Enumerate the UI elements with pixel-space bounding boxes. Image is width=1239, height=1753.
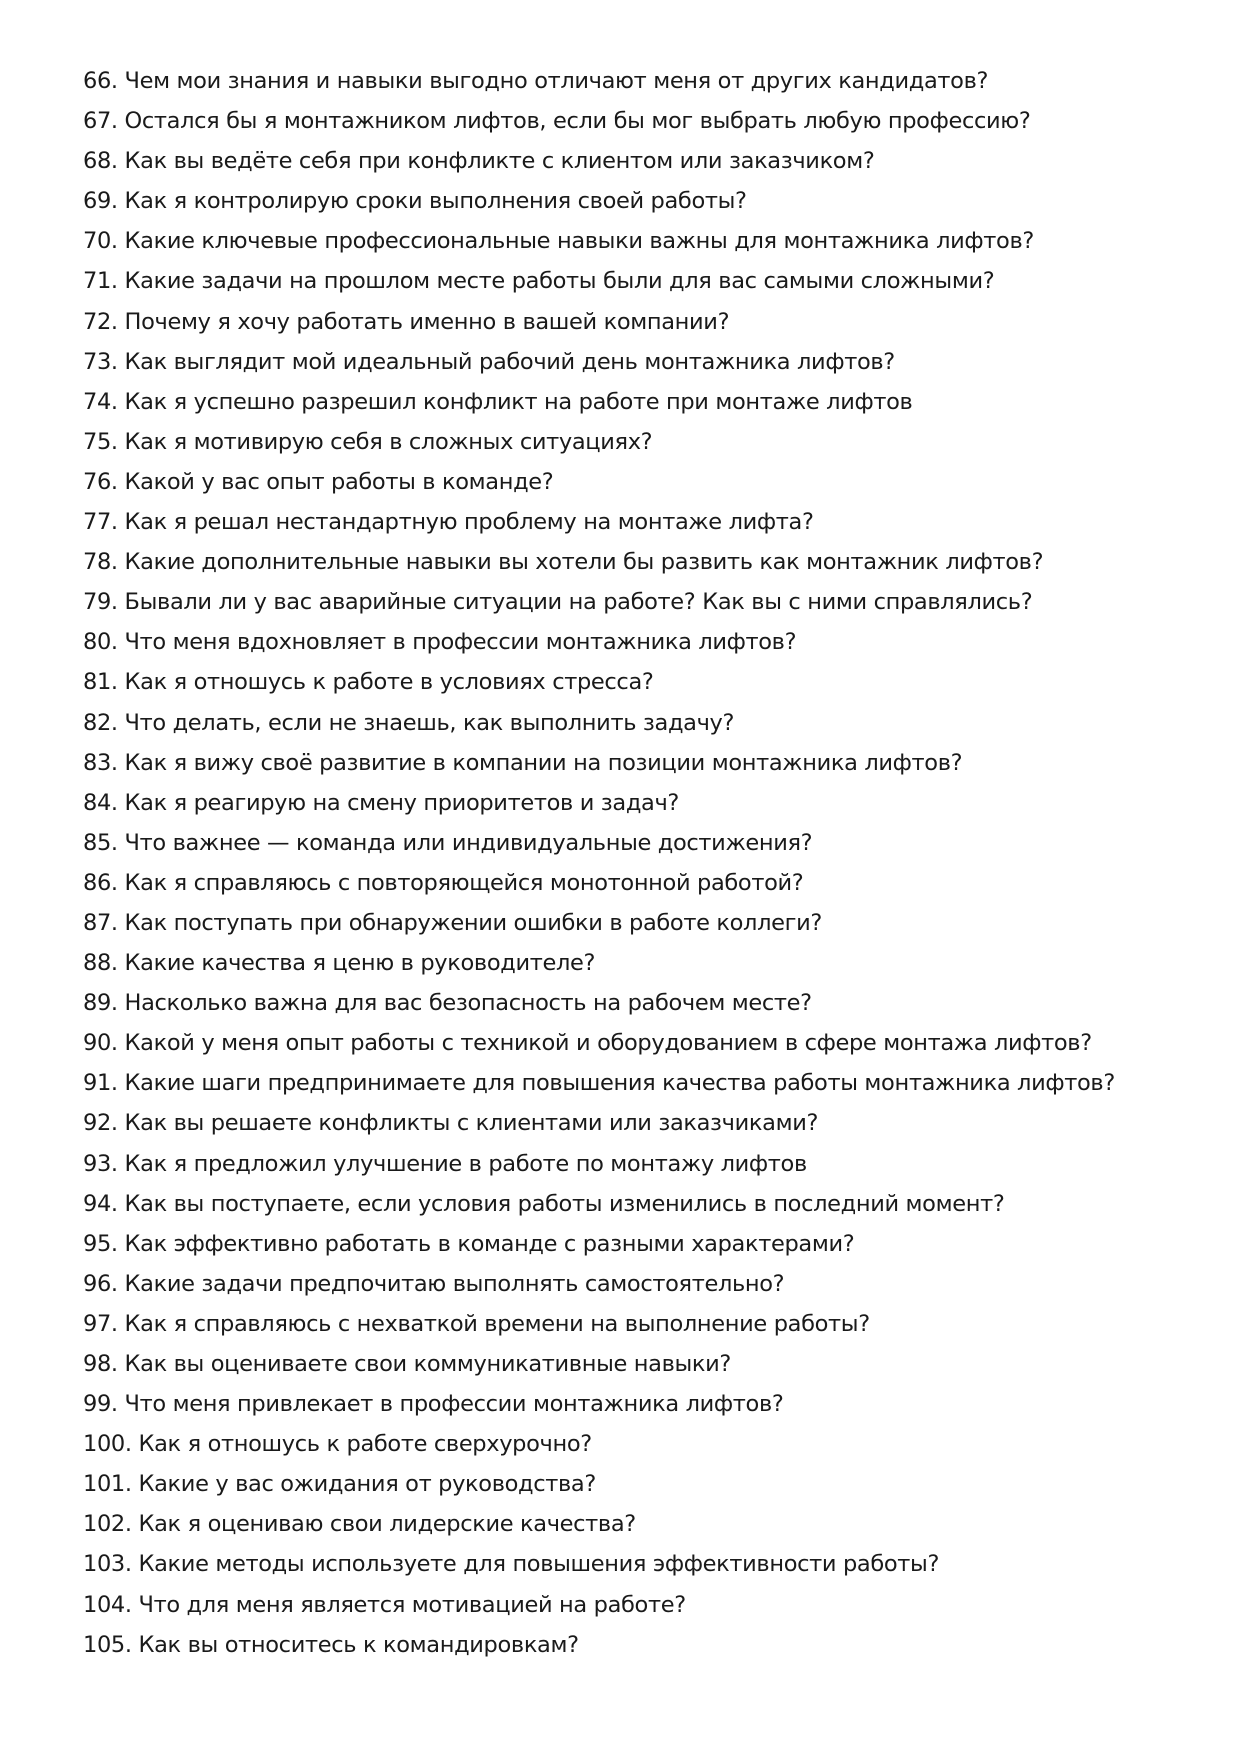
- question-item: 86. Как я справляюсь с повторяющейся монотонной работой?: [83, 869, 804, 896]
- question-item: 78. Какие дополнительные навыки вы хотели бы развить как монтажник лифтов?: [83, 549, 1044, 576]
- question-item: 83. Как я вижу своё развитие в компании на позиции монтажника лифтов?: [83, 749, 963, 776]
- question-item: 68. Как вы ведёте себя при конфликте с клиентом или заказчиком?: [83, 148, 875, 175]
- question-item: 85. Что важнее — команда или индивидуальные достижения?: [83, 829, 813, 856]
- question-item: 96. Какие задачи предпочитаю выполнять самостоятельно?: [83, 1270, 785, 1297]
- question-item: 84. Как я реагирую на смену приоритетов и задач?: [83, 789, 680, 816]
- question-item: 103. Какие методы используете для повышения эффективности работы?: [83, 1551, 940, 1578]
- question-item: 67. Остался бы я монтажником лифтов, если бы мог выбрать любую профессию?: [83, 108, 1031, 135]
- question-item: 82. Что делать, если не знаешь, как выполнить задачу?: [83, 709, 735, 736]
- question-item: 81. Как я отношусь к работе в условиях стресса?: [83, 669, 654, 696]
- question-item: 76. Какой у вас опыт работы в команде?: [83, 468, 554, 495]
- question-item: 94. Как вы поступаете, если условия работы изменились в последний момент?: [83, 1190, 1005, 1217]
- question-item: 97. Как я справляюсь с нехваткой времени на выполнение работы?: [83, 1310, 870, 1337]
- question-item: 74. Как я успешно разрешил конфликт на работе при монтаже лифтов: [83, 388, 913, 415]
- question-item: 92. Как вы решаете конфликты с клиентами или заказчиками?: [83, 1110, 819, 1137]
- question-list: [83, 61, 1203, 1665]
- question-item: 77. Как я решал нестандартную проблему на монтаже лифта?: [83, 509, 814, 536]
- question-item: 91. Какие шаги предпринимаете для повышения качества работы монтажника лифтов?: [83, 1070, 1115, 1097]
- question-item: 87. Как поступать при обнаружении ошибки в работе коллеги?: [83, 909, 822, 936]
- question-item: 104. Что для меня является мотивацией на работе?: [83, 1591, 686, 1618]
- question-item: 75. Как я мотивирую себя в сложных ситуациях?: [83, 428, 653, 455]
- question-item: 105. Как вы относитесь к командировкам?: [83, 1631, 579, 1658]
- question-item: 90. Какой у меня опыт работы с техникой и оборудованием в сфере монтажа лифтов?: [83, 1030, 1092, 1057]
- question-item: 70. Какие ключевые профессиональные навыки важны для монтажника лифтов?: [83, 228, 1034, 255]
- question-item: 69. Как я контролирую сроки выполнения своей работы?: [83, 188, 747, 215]
- question-item: 99. Что меня привлекает в профессии монтажника лифтов?: [83, 1391, 784, 1418]
- question-item: 98. Как вы оцениваете свои коммуникативные навыки?: [83, 1351, 732, 1377]
- question-item: 101. Какие у вас ожидания от руководства?: [83, 1471, 596, 1498]
- question-item: 93. Как я предложил улучшение в работе по монтажу лифтов: [83, 1150, 807, 1177]
- question-item: 80. Что меня вдохновляет в профессии монтажника лифтов?: [83, 629, 797, 656]
- question-item: 102. Как я оцениваю свои лидерские качества?: [83, 1511, 636, 1538]
- question-item: 72. Почему я хочу работать именно в вашей компании?: [83, 308, 730, 335]
- question-item: 79. Бывали ли у вас аварийные ситуации на работе? Как вы с ними справлялись?: [83, 589, 1033, 616]
- question-item: 88. Какие качества я ценю в руководителе?: [83, 950, 596, 977]
- question-item: 66. Чем мои знания и навыки выгодно отличают меня от других кандидатов?: [83, 68, 989, 94]
- question-item: 71. Какие задачи на прошлом месте работы были для вас самыми сложными?: [83, 268, 995, 295]
- question-item: 73. Как выглядит мой идеальный рабочий день монтажника лифтов?: [83, 348, 895, 375]
- question-item: 89. Насколько важна для вас безопасность на рабочем месте?: [83, 990, 812, 1017]
- question-item: 95. Как эффективно работать в команде с разными характерами?: [83, 1230, 855, 1257]
- question-item: 100. Как я отношусь к работе сверхурочно?: [83, 1431, 592, 1458]
